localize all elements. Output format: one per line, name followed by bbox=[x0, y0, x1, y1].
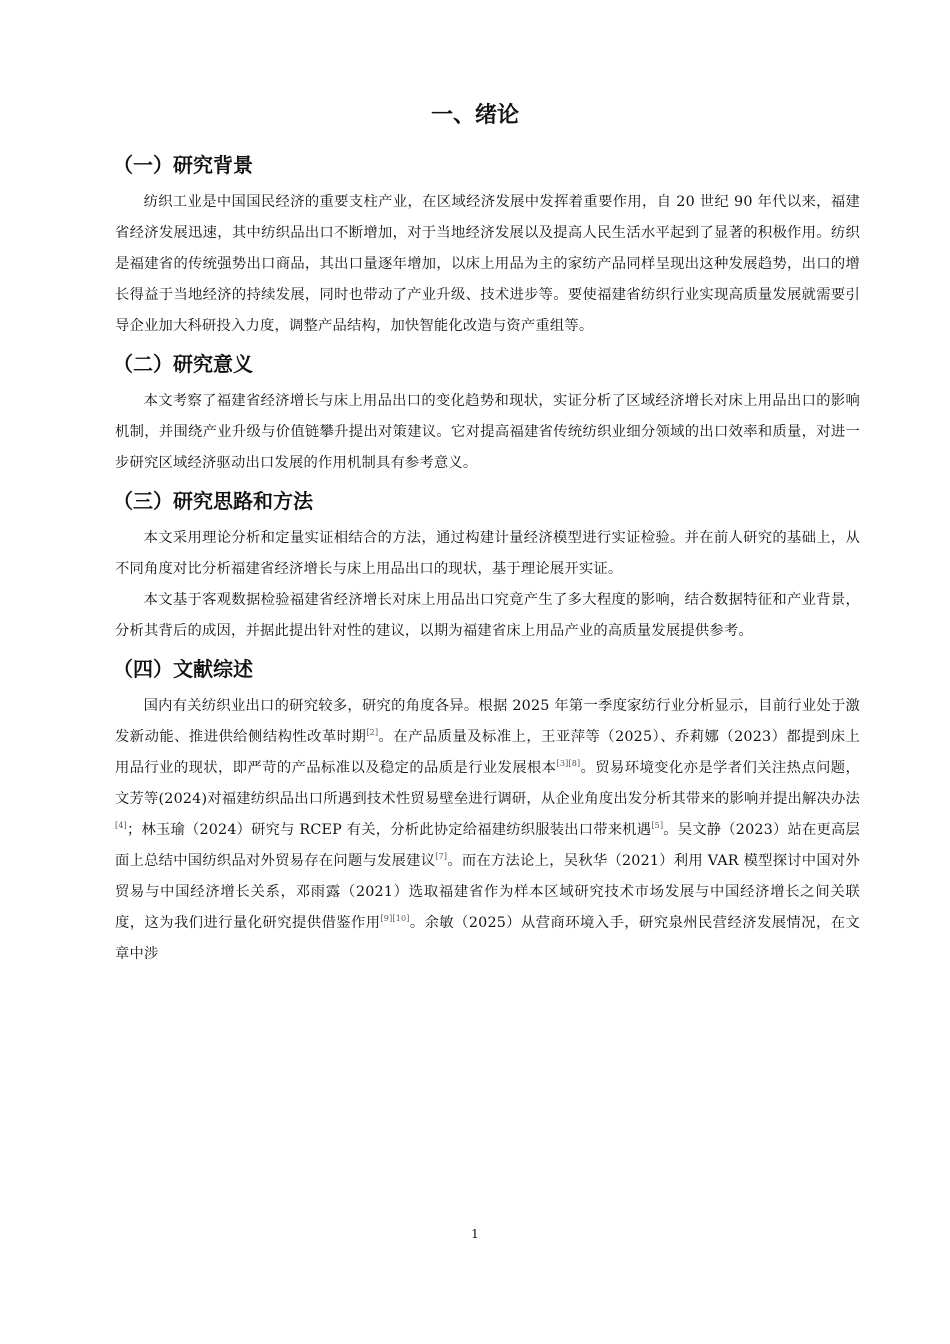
citation-marker: [5] bbox=[651, 821, 664, 831]
section-heading-significance: （二）研究意义 bbox=[113, 352, 253, 376]
citation-marker: [2] bbox=[366, 728, 379, 738]
literature-text: 。余敏（2025）从营商环境入手，研究泉州民营经济发展情况，在文章中涉 bbox=[115, 915, 860, 962]
literature-text: 国内有关纺织业出口的研究较多，研究的角度各异。根据 2025 年第一季度家纺行业分析显示，目前行业处于激发新动能、推进供给侧结构性改革时期 bbox=[115, 698, 860, 745]
citation-marker: [9][10] bbox=[380, 914, 410, 924]
paragraph-methods-2: 本文基于客观数据检验福建省经济增长对床上用品出口究竟产生了多大程度的影响，结合数据特征和产业背景，分析其背后的成因，并据此提出针对性的建议，以期为福建省床上用品产业的高质量发展提供参考。 bbox=[115, 592, 860, 639]
chapter-title: 一、绪论 bbox=[430, 103, 519, 128]
section-heading-background: （一）研究背景 bbox=[113, 153, 253, 177]
literature-text: ；林玉瑜（2024）研究与 RCEP 有关，分析此协定给福建纺织服装出口带来机遇 bbox=[126, 822, 652, 838]
paragraph-background: 纺织工业是中国国民经济的重要支柱产业，在区域经济发展中发挥着重要作用，自 20 世纪 90 年代以来，福建省经济发展迅速，其中纺织品出口不断增加，对于当地经济发展以及提高人民生活水平起到了显著的积极作用。纺织是福建省的传统强势出口商品，其出口量逐年增加，以床上用品为主的家纺产品同样呈现出这种发展趋势，出口的增长得益于当地经济的持续发展，同时也带动了产业升级、技术进步等。要使福建省纺织行业实现高质量发展就需要引导企业加大科研投入力度，调整产品结构，加快智能化改造与资产重组等。 bbox=[115, 194, 860, 334]
page-number: 1 bbox=[471, 1227, 479, 1241]
citation-marker: [7] bbox=[435, 852, 448, 862]
paragraph-significance: 本文考察了福建省经济增长与床上用品出口的变化趋势和现状，实证分析了区域经济增长对床上用品出口的影响机制，并围绕产业升级与价值链攀升提出对策建议。它对提高福建省传统纺织业细分领域的出口效率和质量，对进一步研究区域经济驱动出口发展的作用机制具有参考意义。 bbox=[115, 393, 860, 471]
section-heading-methods: （三）研究思路和方法 bbox=[113, 489, 313, 513]
section-heading-literature: （四）文献综述 bbox=[113, 657, 253, 681]
paragraph-methods-1: 本文采用理论分析和定量实证相结合的方法，通过构建计量经济模型进行实证检验。并在前人研究的基础上，从不同角度对比分析福建省经济增长与床上用品出口的现状，基于理论展开实证。 bbox=[115, 530, 860, 577]
body-content bbox=[115, 143, 860, 970]
literature-text: 。在产品质量及标准上，王亚萍等（2025）、乔莉娜（2023）都提到床上用品行业的现状，即严苛的产品标准以及稳定的品质是行业发展根本 bbox=[115, 729, 860, 776]
citation-marker: [4] bbox=[115, 821, 127, 831]
literature-text: 。而在方法论上，吴秋华（2021）利用 VAR 模型探讨中国对外贸易与中国经济增长关系，邓雨露（2021）选取福建省作为样本区域研究技术市场发展与中国经济增长之间关联度，这为我们进行量化研究提供借鉴作用 bbox=[115, 853, 860, 931]
literature-text: 。贸易环境变化亦是学者们关注热点问题，文芳等(2024)对福建纺织品出口所遇到技术性贸易壁垒进行调研，从企业角度出发分析其带来的影响并提出解决办法 bbox=[115, 760, 860, 807]
literature-text: 。吴文静（2023）站在更高层面上总结中国纺织品对外贸易存在问题与发展建议 bbox=[115, 822, 861, 869]
citation-marker: [3][8] bbox=[556, 759, 581, 769]
paragraph-literature bbox=[115, 691, 860, 970]
